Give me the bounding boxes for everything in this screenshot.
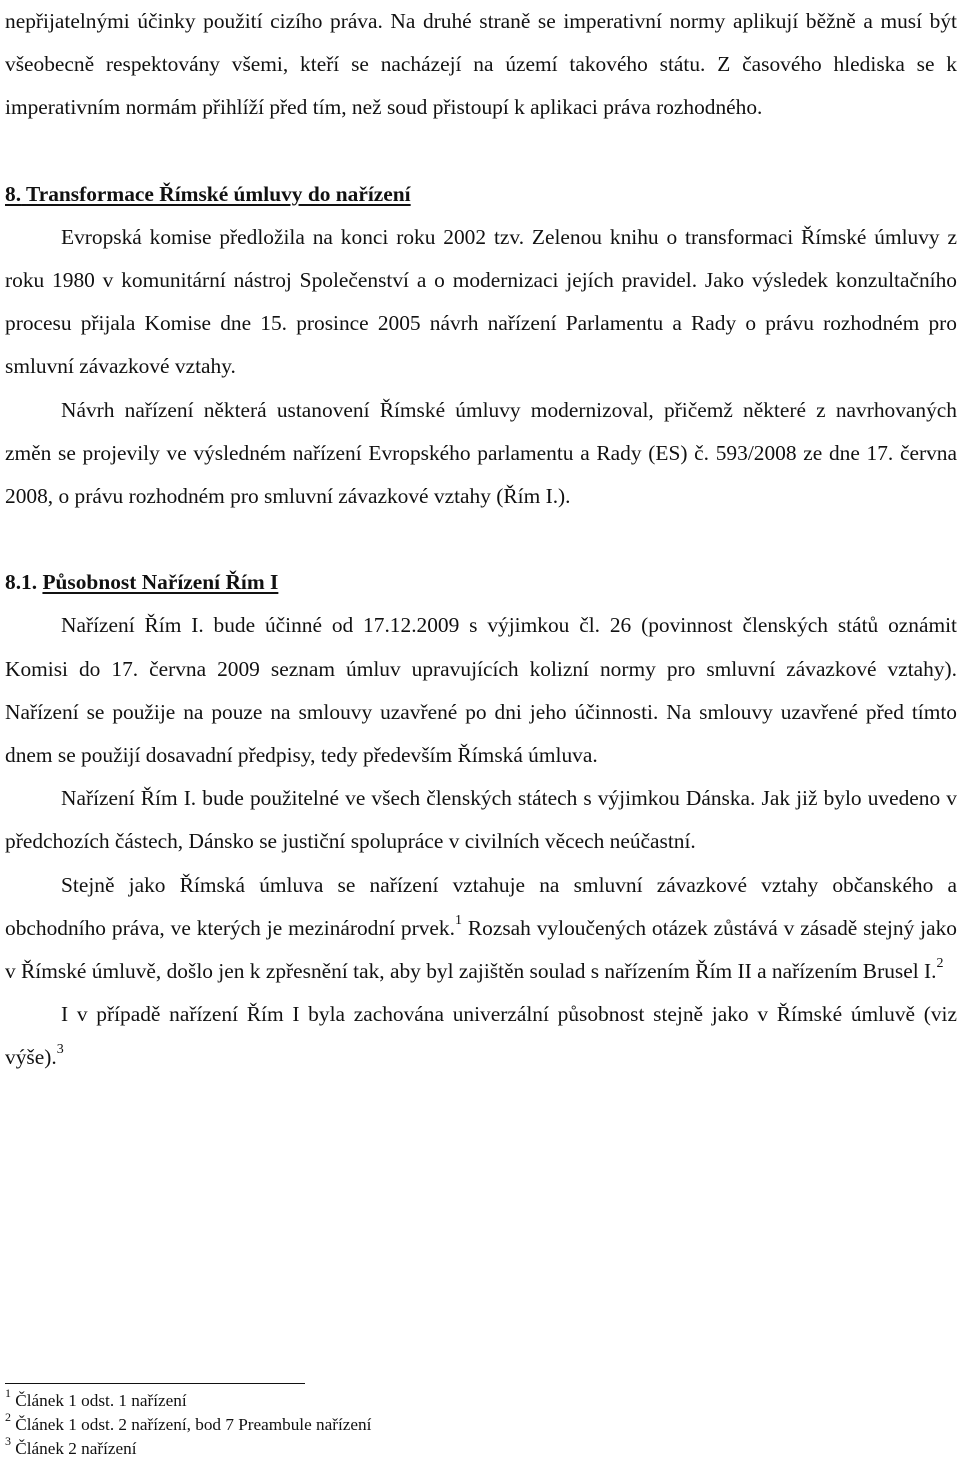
section-8-paragraph-2: Návrh nařízení některá ustanovení Římské úmluvy modernizoval, přičemž některé z navrhovaných změn se projevily ve výsledném nařízení Evropského parlamentu a Rady (ES) č. 593/2008 ze dne 17. června 2008, o právu rozhodném pro smluvní závazkové vztahy (Řím I.). (5, 397, 957, 509)
footnote-text: Článek 1 odst. 1 nařízení (15, 1391, 187, 1410)
footnote-2 (5, 1410, 705, 1437)
spacer (5, 130, 957, 173)
footnote-separator (5, 1383, 305, 1384)
section-8-number: 8. (5, 181, 22, 206)
footnote-text: Článek 1 odst. 2 nařízení, bod 7 Preambule nařízení (15, 1415, 372, 1434)
section-8-heading (5, 173, 957, 216)
section-8-1-paragraph-2: Nařízení Řím I. bude použitelné ve všech členských státech s výjimkou Dánska. Jak již bylo uvedeno v předchozích částech, Dánsko se justiční spolupráce v civilních věcech neúčastní. (5, 786, 957, 854)
footnote-1 (5, 1386, 705, 1413)
footnote-ref-1[interactable]: 1 (454, 912, 462, 928)
section-8-1-number: 8.1. (5, 570, 38, 595)
paragraph-3-part-b: Rozsah vyloučených otázek zůstává v zásadě stejný jako v Římské úmluvě, došlo jen k zpřesnění tak, aby byl zajištěn soulad s nařízením Řím II a nařízením Brusel I. (5, 915, 957, 984)
paragraph-4-text: I v případě nařízení Řím I byla zachována univerzální působnost stejně jako v Římské úmluvě (viz výše). (5, 1002, 957, 1070)
footnotes (5, 1386, 705, 1461)
footnote-3 (5, 1434, 705, 1461)
footnote-ref-2[interactable]: 2 (936, 955, 944, 971)
document-body (5, 0, 957, 1080)
section-8-1-paragraph-4 (5, 993, 957, 1079)
section-8-title: Transformace Římské úmluvy do nařízení (26, 181, 411, 206)
section-8-1-paragraph-1: Nařízení Řím I. bude účinné od 17.12.2009 s výjimkou čl. 26 (povinnost členských států oznámit Komisi do 17. června 2009 seznam úmluv upravujících kolizní normy pro smluvní závazkové vztahy). Nařízení se použije na pouze na smlouvy uzavřené po dni jeho účinnosti. Na smlouvy uzavřené před tímto dnem se použijí dosavadní předpisy, tedy především Římská úmluva. (5, 613, 957, 768)
footnote-number: 2 (5, 1410, 11, 1425)
section-8-1-paragraph-3 (5, 864, 957, 994)
section-8-1-heading (5, 561, 957, 604)
footnote-number: 1 (5, 1386, 11, 1401)
spacer (5, 518, 957, 561)
paragraph-3-part-a: Stejně jako Římská úmluva se nařízení vztahuje na smluvní závazkové vztahy občanského a obchodního práva, ve kterých je mezinárodní prvek. (5, 872, 957, 940)
footnote-ref-3[interactable]: 3 (56, 1042, 64, 1058)
intro-paragraph: nepřijatelnými účinky použití cizího práva. Na druhé straně se imperativní normy aplikují běžně a musí být všeobecně respektovány všemi, kteří se nacházejí na území takového státu. Z časového hlediska se k imperativním normám přihlíží před tím, než soud přistoupí k aplikaci práva rozhodného. (5, 9, 957, 120)
footnote-number: 3 (5, 1434, 11, 1449)
section-8-paragraph-1: Evropská komise předložila na konci roku 2002 tzv. Zelenou knihu o transformaci Římské úmluvy z roku 1980 v komunitární nástroj Společenství a o modernizaci jejích pravidel. Jako výsledek konzultačního procesu přijala Komise dne 15. prosince 2005 návrh nařízení Parlamentu a Rady o právu rozhodném pro smluvní závazkové vztahy. (5, 224, 957, 379)
footnote-text: Článek 2 nařízení (15, 1439, 137, 1458)
section-8-1-title: Působnost Nařízení Řím I (42, 570, 279, 595)
